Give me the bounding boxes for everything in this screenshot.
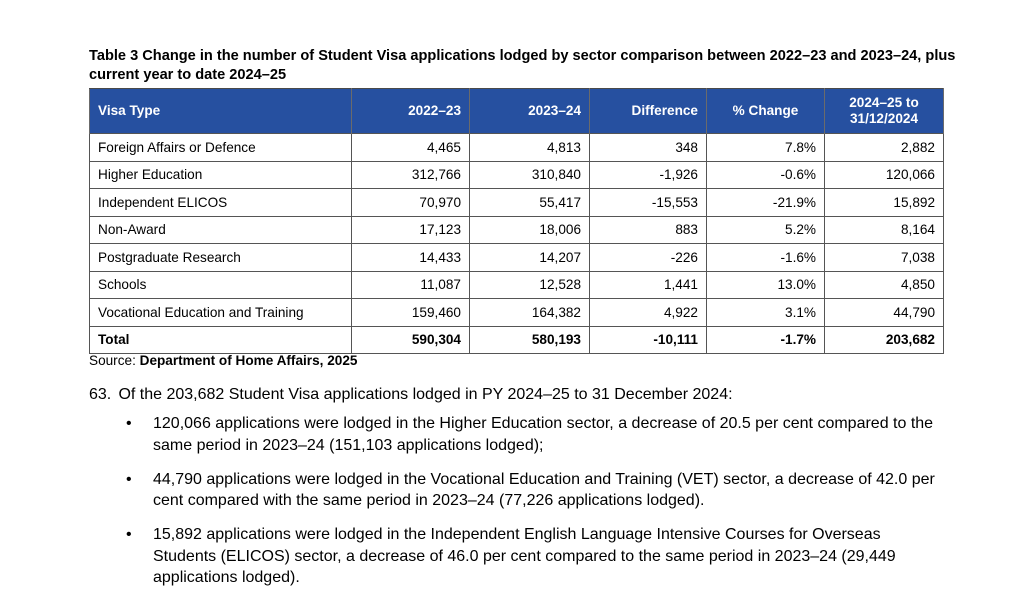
table-row [90, 161, 944, 189]
cell-visa-type: Non-Award [90, 216, 352, 244]
header-2023-24: 2023–24 [470, 89, 590, 134]
cell-difference: 883 [590, 216, 707, 244]
cell-2022-23: 17,123 [352, 216, 470, 244]
cell-2024-25-ytd: 7,038 [825, 244, 944, 272]
cell-2023-24: 14,207 [470, 244, 590, 272]
paragraph-text: Of the 203,682 Student Visa applications lodged in PY 2024–25 to 31 December 2024: [118, 386, 733, 403]
header-visa-type: Visa Type [90, 89, 352, 134]
cell-percent-change: -1.7% [707, 326, 825, 354]
cell-2023-24: 580,193 [470, 326, 590, 354]
cell-difference: -226 [590, 244, 707, 272]
cell-2023-24: 18,006 [470, 216, 590, 244]
table-caption: Table 3 Change in the number of Student Visa applications lodged by sector comparison between 2022–23 and 2023–24, plus current year to date 2024–25 [89, 48, 956, 83]
cell-percent-change: 13.0% [707, 271, 825, 299]
cell-percent-change: 7.8% [707, 134, 825, 162]
table-total-row [90, 326, 944, 354]
cell-2024-25-ytd: 15,892 [825, 189, 944, 217]
cell-percent-change: -1.6% [707, 244, 825, 272]
cell-2024-25-ytd: 203,682 [825, 326, 944, 354]
bullet-icon: • [126, 526, 132, 543]
table-row [90, 134, 944, 162]
student-visa-table [89, 88, 944, 354]
cell-2022-23: 4,465 [352, 134, 470, 162]
source-value: Department of Home Affairs, 2025 [139, 353, 358, 368]
table-row [90, 216, 944, 244]
list-item [126, 524, 946, 589]
cell-2024-25-ytd: 2,882 [825, 134, 944, 162]
cell-percent-change: -0.6% [707, 161, 825, 189]
table-row [90, 299, 944, 327]
cell-visa-type: Higher Education [90, 161, 352, 189]
cell-visa-type: Total [90, 326, 352, 354]
cell-2024-25-ytd: 8,164 [825, 216, 944, 244]
source-label: Source: [89, 353, 140, 368]
table-row [90, 271, 944, 299]
bullet-text: 44,790 applications were lodged in the Vocational Education and Training (VET) sector, a decrease of 42.0 per cent compared with the same period in 2023–24 (77,226 applications lodged). [153, 470, 935, 509]
cell-difference: -15,553 [590, 189, 707, 217]
cell-visa-type: Postgraduate Research [90, 244, 352, 272]
cell-2022-23: 70,970 [352, 189, 470, 217]
cell-2023-24: 164,382 [470, 299, 590, 327]
cell-2024-25-ytd: 120,066 [825, 161, 944, 189]
cell-2022-23: 159,460 [352, 299, 470, 327]
cell-difference: 4,922 [590, 299, 707, 327]
cell-2022-23: 590,304 [352, 326, 470, 354]
bullet-text: 120,066 applications were lodged in the Higher Education sector, a decrease of 20.5 per cent compared to the same period in 2023–24 (151,103 applications lodged); [153, 415, 934, 454]
cell-visa-type: Vocational Education and Training [90, 299, 352, 327]
header-percent-change: % Change [707, 89, 825, 134]
cell-2022-23: 14,433 [352, 244, 470, 272]
cell-2023-24: 12,528 [470, 271, 590, 299]
cell-2022-23: 11,087 [352, 271, 470, 299]
table-row [90, 244, 944, 272]
bullet-icon: • [126, 415, 132, 432]
cell-visa-type: Foreign Affairs or Defence [90, 134, 352, 162]
cell-2023-24: 310,840 [470, 161, 590, 189]
table-row [90, 189, 944, 217]
header-difference: Difference [590, 89, 707, 134]
cell-difference: 348 [590, 134, 707, 162]
cell-2024-25-ytd: 4,850 [825, 271, 944, 299]
source-note [89, 353, 357, 368]
cell-visa-type: Schools [90, 271, 352, 299]
paragraph-63 [89, 384, 733, 405]
list-item [126, 413, 946, 456]
cell-percent-change: -21.9% [707, 189, 825, 217]
cell-percent-change: 3.1% [707, 299, 825, 327]
cell-difference: 1,441 [590, 271, 707, 299]
cell-visa-type: Independent ELICOS [90, 189, 352, 217]
cell-2023-24: 55,417 [470, 189, 590, 217]
bullet-text: 15,892 applications were lodged in the Independent English Language Intensive Courses for Overseas Students (ELICOS) sector, a decrease of 46.0 per cent compared to the same period in 2023–24 (29,449 applications lodged). [153, 526, 896, 586]
cell-2023-24: 4,813 [470, 134, 590, 162]
bullet-list [126, 413, 946, 601]
cell-difference: -10,111 [590, 326, 707, 354]
header-2024-25-ytd: 2024–25 to 31/12/2024 [825, 89, 944, 134]
cell-2022-23: 312,766 [352, 161, 470, 189]
bullet-icon: • [126, 470, 132, 488]
header-2022-23: 2022–23 [352, 89, 470, 134]
paragraph-number: 63. [89, 386, 112, 403]
cell-2024-25-ytd: 44,790 [825, 299, 944, 327]
list-item [126, 469, 946, 512]
cell-percent-change: 5.2% [707, 216, 825, 244]
table-header-row [90, 89, 944, 134]
cell-difference: -1,926 [590, 161, 707, 189]
